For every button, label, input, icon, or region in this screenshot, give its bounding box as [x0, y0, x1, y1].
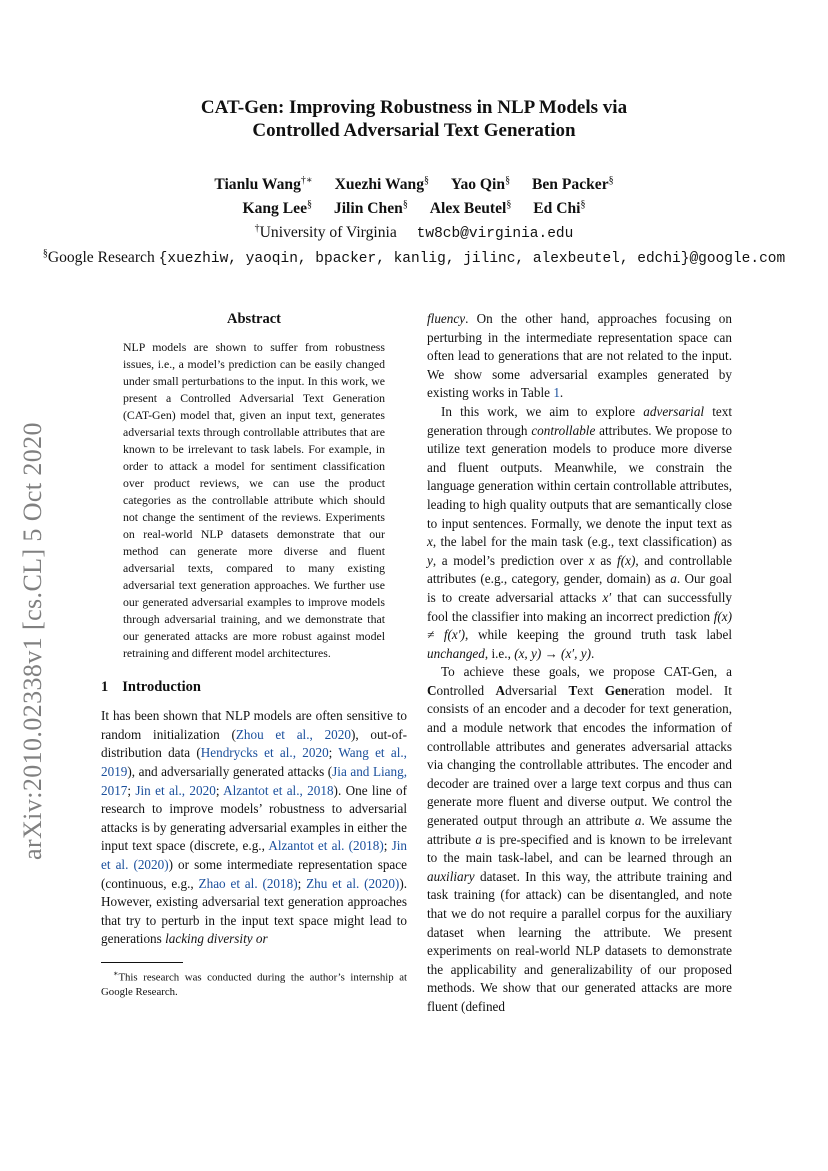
author-row-1: [0, 171, 828, 195]
citation-link[interactable]: Zhu et al. (2020): [306, 875, 400, 891]
arxiv-side-stamp: arXiv:2010.02338v1 [cs.CL] 5 Oct 2020: [18, 422, 47, 860]
math-symbol: a: [670, 571, 677, 587]
citation-link[interactable]: Wang et al., 2019: [101, 745, 407, 779]
paper-title: [0, 96, 828, 142]
author-email: tw8cb@virginia.edu: [416, 225, 574, 242]
title-line-1: CAT-Gen: Improving Robustness in NLP Models via: [200, 97, 628, 118]
abstract-heading: Abstract: [227, 311, 281, 327]
affiliation-row-2: §Google Research {xuezhiw, yaoqin, bpacker, kanlig, jilinc, alexbeutel, edchi}@google.com: [42, 248, 786, 268]
citation-link[interactable]: Jin et al., 2020: [135, 782, 216, 798]
author-name: Xuezhi Wang§: [334, 175, 429, 194]
author-email: {xuezhiw, yaoqin, bpacker, kanlig, jilinc, alexbeutel, edchi}@google.com: [158, 251, 786, 268]
math-symbol: x: [588, 552, 595, 568]
affiliation-row-1: †University of Virginia tw8cb@virginia.edu: [254, 222, 574, 242]
author-name: Ed Chi§: [533, 198, 586, 217]
section-heading: 1 Introduction: [101, 678, 201, 695]
author-name: Kang Lee§: [242, 198, 312, 217]
author-name: Jilin Chen§: [333, 198, 408, 217]
citation-link[interactable]: Zhou et al., 2020: [235, 726, 351, 742]
intro-paragraph: It has been shown that NLP models are often sensitive to random initialization (Zhou et al., 2020), out-of-distribution data (Hendrycks et al., 2020; Wang et al., 2019), and adversarially generated attacks (Jia and Liang, 2017; Jin et al., 2020; Alzantot et al., 2018). One line of research to improve models’ robustness to adversarial attacks is by generating adversarial examples in either the input text space (discrete, e.g., Alzantot et al. (2018); Jin et al. (2020)) or some intermediate representation space (continuous, e.g., Zhao et al. (2018); Zhu et al. (2020)). However, existing adversarial text generation approaches that try to perturb in the input text space might lead to generations lacking diversity or: [101, 708, 408, 947]
citation-link[interactable]: Zhao et al. (2018): [198, 875, 298, 891]
math-symbol: f(x): [617, 552, 636, 568]
body-paragraph: To achieve these goals, we propose CAT-Gen, a Controlled Adversarial Text Generation model. It consists of an encoder and a decoder for text generation, and a module network that encodes the information of controllable attributes and generates adversarial attacks via changing the controllable attributes. The encoder and decoder are trained over a large text corpus and thus can generate more fluent and diverse output. We control the generated output through an attribute a. We assume the attribute a is pre-specified and is known to be irrelevant to the main task-label, and can be learned through an auxiliary dataset. In this way, the attribute training and task training (for attack) can be disentangled, and note that we do not require a parallel corpus for the auxiliary dataset when learning the attribute. We present experiments on real-world NLP datasets to demonstrate the applicability and generalizability of our proposed methods. We show that our generated attacks are more fluent (defined: [427, 664, 732, 1014]
math-symbol: x: [427, 534, 433, 550]
author-name: Yao Qin§: [450, 175, 511, 194]
citation-link[interactable]: Alzantot et al., 2018: [223, 782, 334, 798]
title-line-2: Controlled Adversarial Text Generation: [252, 120, 576, 141]
author-name: Alex Beutel§: [429, 198, 512, 217]
body-paragraph: In this work, we aim to explore adversarial text generation through controllable attributes. We propose to utilize text generation models to produce more diverse and fluent outputs. Meanwhile, we constrain the language generation within certain controllable attributes, leading to high quality outputs that are semantically close to input sentences. Formally, we denote the input text as x, the label for the main task (e.g., text classification) as y, a model’s prediction over x as f(x), and controllable attributes (e.g., category, gender, domain) as a. Our goal is to create adversarial attacks x′ that can successfully fool the classifier into making an incorrect prediction f(x) ≠ f(x′), while keeping the ground truth task label unchanged, i.e., (x, y) → (x′, y).: [427, 403, 732, 661]
author-block: [0, 171, 828, 270]
math-symbol: y: [427, 552, 433, 568]
author-name: Tianlu Wang†∗: [214, 175, 313, 194]
math-symbol: a: [475, 831, 482, 847]
math-symbol: a: [634, 813, 642, 829]
affiliation-name: Google Research: [47, 249, 155, 267]
citation-link[interactable]: Alzantot et al. (2018): [268, 838, 384, 854]
citation-link[interactable]: Hendrycks et al., 2020: [200, 745, 329, 761]
abstract-text: NLP models are shown to suffer from robustness issues, i.e., a model’s prediction can be easily changed under small perturbations to the input. In this work, we present a Controlled Adversarial Text Generation (CAT-Gen) model that, given an input text, generates adversarial texts through controllable attributes that are known to be irrelevant to task labels. For example, in order to attack a model for sentiment classification over product reviews, we can use the product categories as the controllable attribute which should not change the sentiment of the reviews. Experiments on real-world NLP datasets demonstrate that our method can generate more diverse and fluent adversarial texts, compared to many existing adversarial text generation approaches. We further use our generated adversarial examples to improve models through adversarial training, and we demonstrate that our generated attacks are more robust against model retraining and different model architectures.: [123, 339, 385, 660]
author-name: Ben Packer§: [531, 175, 614, 194]
math-symbol: x′: [602, 589, 612, 605]
math-symbol: f(x) ≠ f(x′): [427, 608, 732, 643]
citation-link[interactable]: Jia and Liang, 2017: [101, 763, 407, 798]
right-column: [427, 310, 732, 1017]
citation-link[interactable]: Jin et al. (2020): [101, 838, 407, 872]
affiliation-name: University of Virginia: [259, 223, 397, 241]
author-row-2: [0, 195, 828, 219]
footnote: ∗This research was conducted during the author’s internship at Google Research.: [101, 968, 407, 998]
body-paragraph: fluency. On the other hand, approaches focusing on perturbing in the intermediate representation space can often lead to generations that are not related to the input. We show some adversarial examples generated by existing works in Table 1.: [427, 311, 732, 401]
table-reference-link[interactable]: 1: [553, 385, 560, 401]
footnote-divider: [101, 962, 183, 963]
math-symbol: (x, y) → (x′, y): [514, 645, 592, 661]
left-column: [101, 310, 407, 999]
